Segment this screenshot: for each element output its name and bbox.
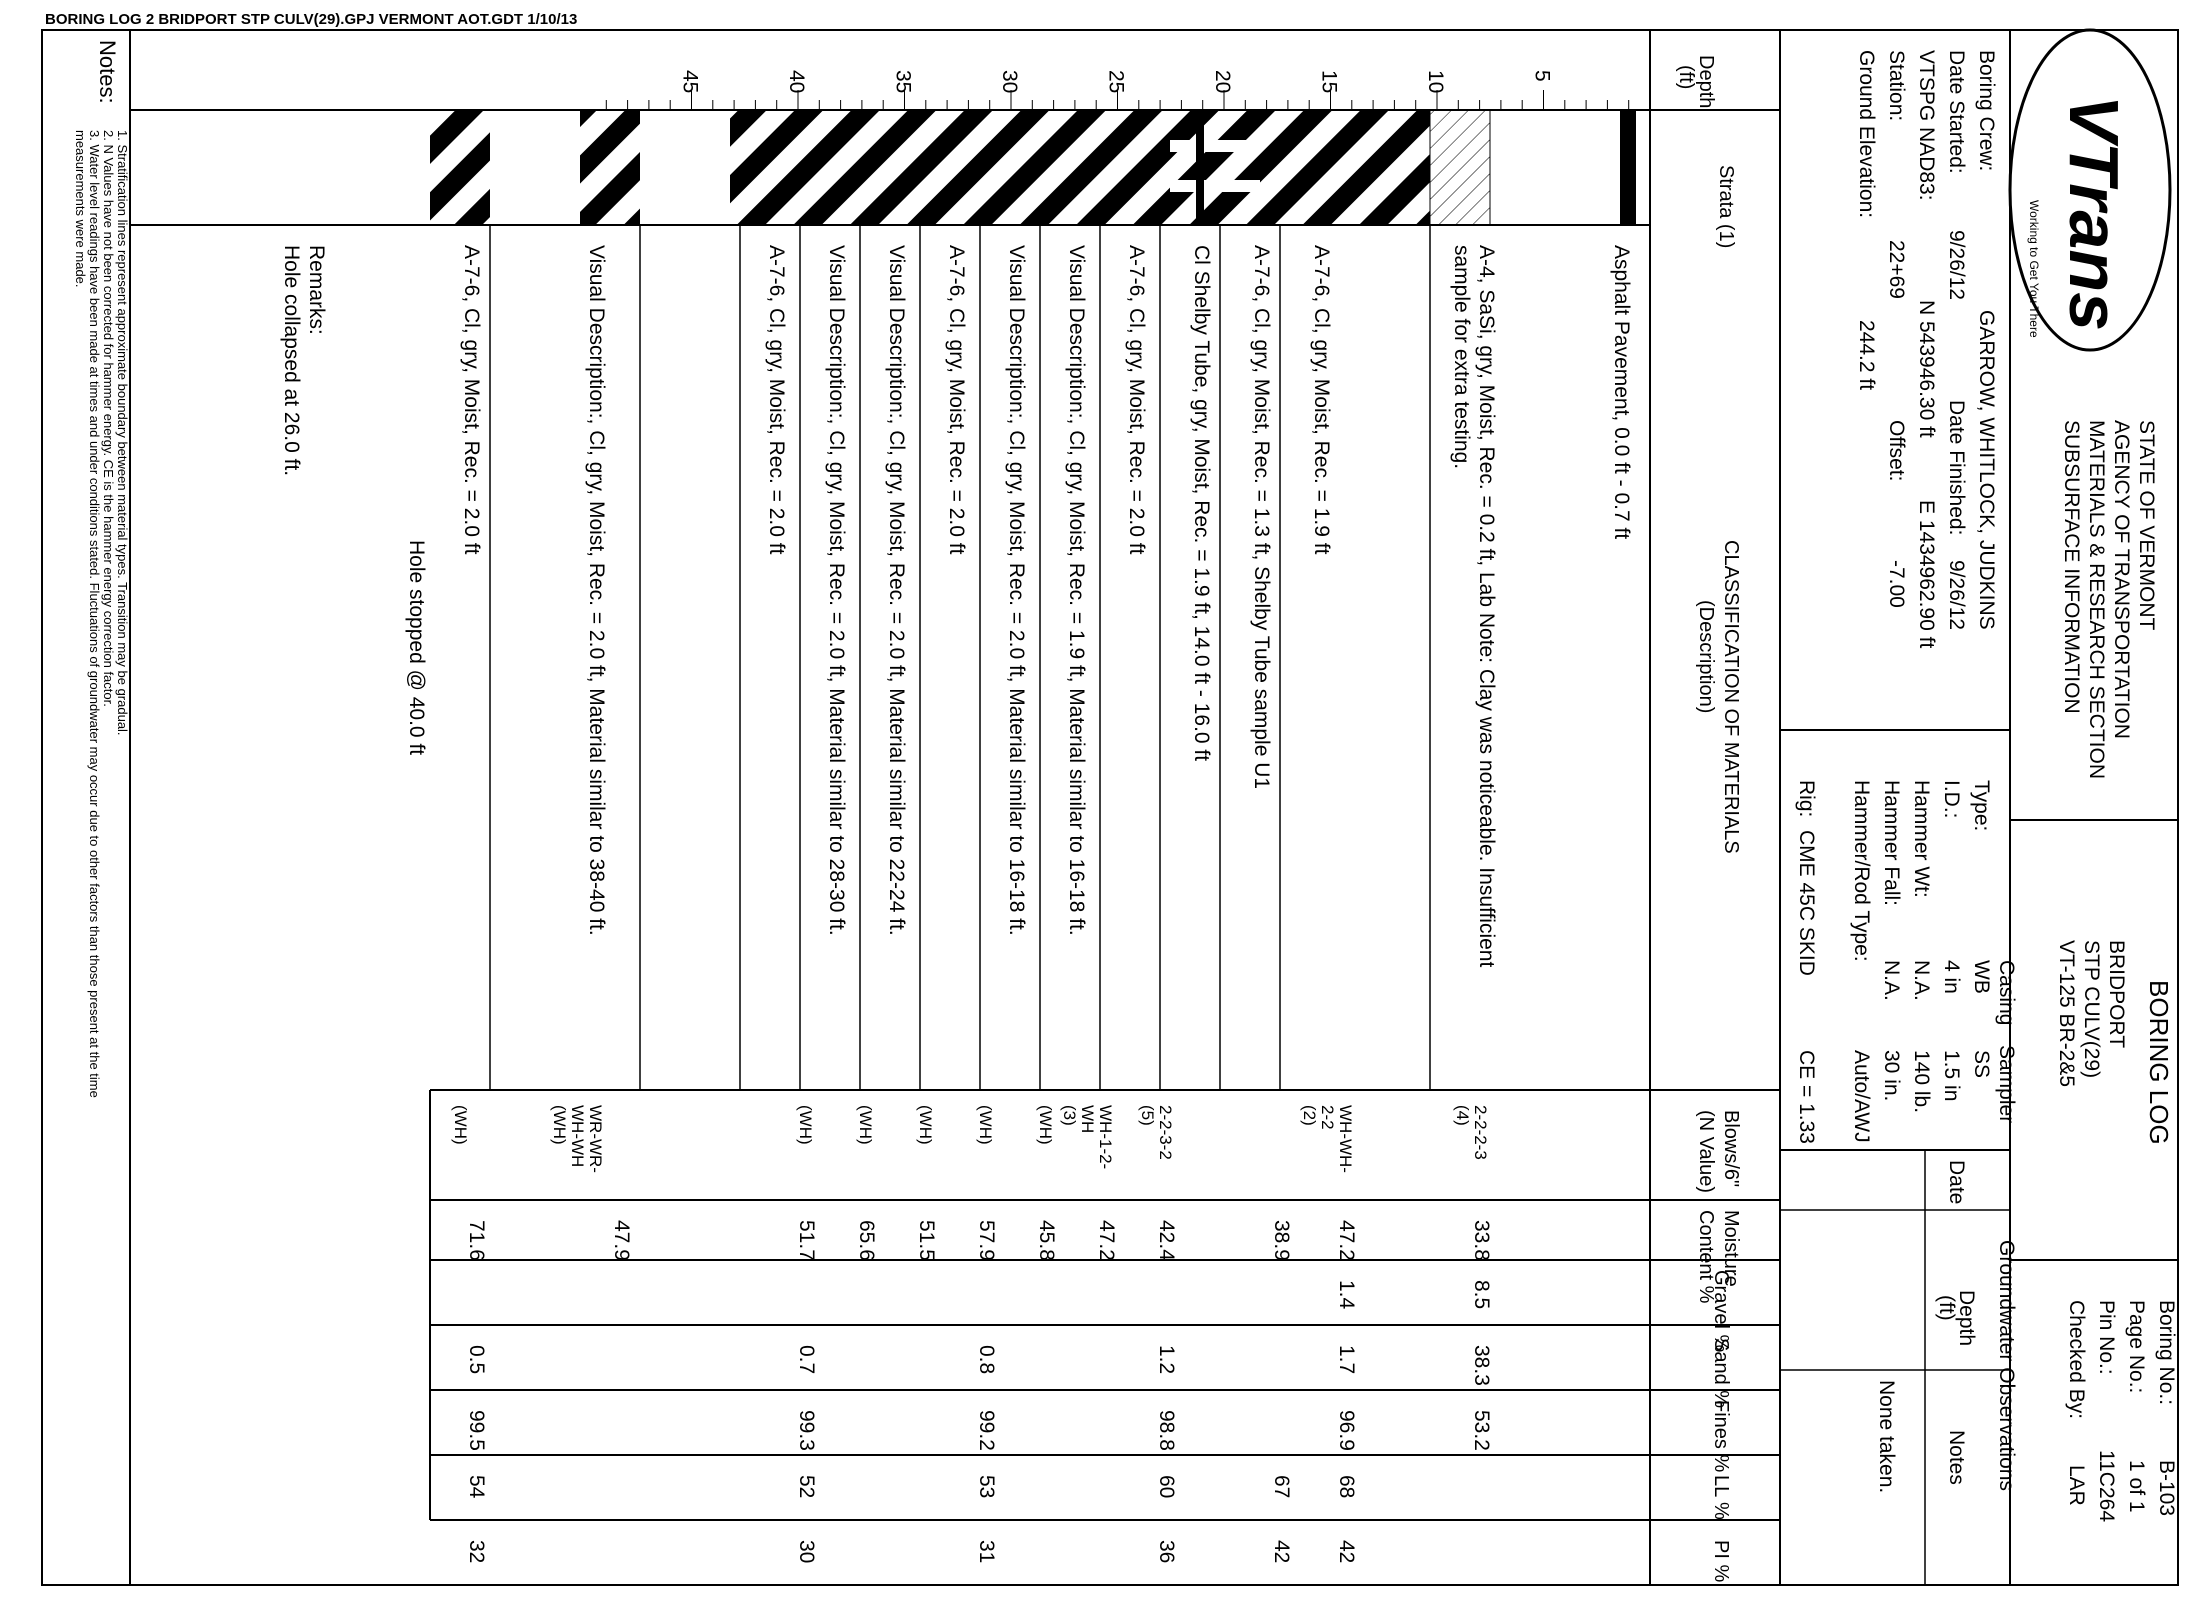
station: 22+69: [1885, 240, 1908, 299]
moisture-header: Moisture: [1720, 1210, 1742, 1287]
pi-header: PI %: [1710, 1540, 1732, 1583]
depth-header: Depth: [1695, 55, 1717, 109]
agency-line: SUBSURFACE INFORMATION: [2060, 420, 2083, 714]
remarks-label: Remarks:: [305, 245, 328, 335]
checked-by-label: Checked By:: [2065, 1300, 2088, 1420]
description-line: Cl Shelby Tube, gry, Moist, Rec. = 1.9 ft, 14.0 ft - 16.0 ft: [1190, 245, 1213, 762]
equipment-table: [1795, 780, 2018, 1144]
ll-value: 52: [795, 1475, 818, 1499]
strata-column: [430, 110, 1636, 225]
casing-label: Casing: [1995, 960, 2018, 1026]
blow-count: (3): [1060, 1105, 1079, 1126]
moisture-value: 47.2: [1095, 1220, 1118, 1261]
boring-crew-label: Boring Crew:: [1975, 50, 1998, 172]
gw-depth-label: Depth: [1955, 1290, 1978, 1347]
moisture-subheader: Content %: [1695, 1210, 1717, 1304]
casing-value: WB: [1970, 960, 1993, 994]
description-line: A-7-6, Cl, gry, Moist, Rec. = 1.3 ft, Shelby Tube sample U1: [1250, 245, 1273, 790]
project-line: VT-125 BR-2&5: [2055, 940, 2078, 1088]
depth-scale: [606, 70, 1650, 110]
ll-value: 54: [465, 1475, 488, 1499]
gw-note: None taken.: [1875, 1380, 1898, 1494]
moisture-value: 45.8: [1035, 1220, 1058, 1261]
note-line: 2. N Values have not been corrected for hammer energy. CE is the hammer energy correction factor.: [101, 130, 116, 707]
gw-notes-label: Notes: [1945, 1430, 1968, 1485]
project-info: [1855, 50, 1998, 648]
ll-header: LL %: [1710, 1475, 1732, 1520]
ll-value: 68: [1335, 1475, 1358, 1499]
depth-tick-label: 35: [891, 70, 915, 94]
blow-count: WH-WH-: [1336, 1105, 1355, 1173]
remarks-text: Hole collapsed at 26.0 ft.: [280, 245, 303, 477]
classification-subheader: (Description): [1695, 600, 1717, 714]
sampler-value: SS: [1970, 1050, 1993, 1079]
agency-line: STATE OF VERMONT: [2135, 420, 2158, 631]
pi-value: 32: [465, 1540, 488, 1564]
moisture-value: 71.6: [465, 1220, 488, 1261]
logo-tagline: Working to Get You There: [2027, 200, 2041, 338]
description-line: A-7-6, Cl, gry, Moist, Rec. = 2.0 ft: [1125, 245, 1148, 555]
depth-tick-label: 40: [785, 70, 808, 94]
casing-value: N.A.: [1880, 960, 1903, 1001]
pi-value: 30: [795, 1540, 818, 1564]
description-line: A-7-6, Cl, gry, Moist, Rec. = 2.0 ft: [765, 245, 788, 555]
date-finished: 9/26/12: [1945, 560, 1968, 631]
depth-tick-label: 20: [1211, 70, 1234, 94]
description-line: Visual Description:, Cl, gry, Moist, Rec. = 2.0 ft, Material similar to 16-18 ft.: [1005, 245, 1028, 936]
equipment-label: Hammer Wt:: [1910, 780, 1933, 898]
file-header: BORING LOG 2 BRIDPORT STP CULV(29).GPJ VERMONT AOT.GDT 1/10/13: [45, 11, 578, 28]
sand-value: 0.7: [795, 1345, 818, 1375]
blow-count: 2-2-3-2: [1156, 1105, 1175, 1160]
description-line: sample for extra testing.: [1450, 245, 1473, 470]
pin-no: 11C264: [2095, 1450, 2118, 1523]
offset-label: Offset:: [1885, 420, 1908, 482]
description-line: Visual Description:, Cl, gry, Moist, Rec. = 2.0 ft, Material similar to 28-30 ft.: [825, 245, 848, 936]
description-line: A-7-6, Cl, gry, Moist, Rec. = 1.9 ft: [1310, 245, 1333, 555]
sand-value: 0.5: [465, 1345, 488, 1375]
sampler-value: 140 lb.: [1910, 1050, 1933, 1114]
boring-no: B-103: [2155, 1460, 2178, 1517]
boring-crew: GARROW, WHITLOCK, JUDKINS: [1975, 310, 1998, 630]
lab-values: [451, 1105, 1493, 1563]
blow-count: 2-2-2-3: [1471, 1105, 1490, 1160]
moisture-value: 65.6: [855, 1220, 878, 1261]
depth-tick-label: 25: [1104, 70, 1128, 94]
gravel-header: Gravel %: [1710, 1270, 1732, 1353]
note-line: measurements were made.: [73, 130, 88, 288]
blow-count: 2-2: [1318, 1105, 1337, 1130]
notes-list: [73, 130, 130, 1098]
blow-count: (WH): [550, 1105, 569, 1145]
depth-tick-label: 30: [998, 70, 1021, 94]
moisture-value: 42.4: [1155, 1220, 1178, 1261]
station-label: Station:: [1885, 50, 1908, 122]
vtspg-label: VTSPG NAD83:: [1915, 50, 1938, 201]
blow-count: WH-1-2-: [1096, 1105, 1115, 1170]
depth-tick-label: 10: [1424, 70, 1447, 94]
pi-value: 36: [1155, 1540, 1178, 1564]
description-line: Visual Description:, Cl, gry, Moist, Rec. = 2.0 ft, Material similar to 22-24 ft.: [885, 245, 908, 936]
gravel-value: 8.5: [1470, 1280, 1493, 1310]
note-line: 1. Stratification lines represent approximate boundary between material types. Transition may be gradual.: [115, 130, 130, 736]
casing-value: N.A.: [1910, 960, 1933, 1001]
pi-value: 42: [1270, 1540, 1293, 1564]
sampler-value: 30 in.: [1880, 1050, 1903, 1102]
sampler-label: Sampler: [1995, 1045, 2018, 1124]
blows-subheader: (N Value): [1695, 1110, 1717, 1193]
depth-unit: (ft): [1675, 65, 1697, 90]
blow-count: (WH): [796, 1105, 815, 1145]
checked-by: LAR: [2065, 1465, 2088, 1506]
strata-header: Strata (1): [1715, 165, 1737, 249]
fines-value: 99.5: [465, 1410, 488, 1451]
ll-value: 60: [1155, 1475, 1178, 1499]
depth-tick-label: 45: [678, 70, 702, 94]
sand-header: Sand %: [1710, 1338, 1732, 1409]
notes-label: Notes:: [95, 40, 120, 104]
hole-stopped: Hole stopped @ 40.0 ft: [405, 540, 428, 756]
description-line: Asphalt Pavement, 0.0 ft - 0.7 ft: [1610, 245, 1633, 540]
moisture-value: 57.9: [975, 1220, 998, 1261]
blow-count: (WH): [1036, 1105, 1055, 1145]
equipment-label: Hammer Fall:: [1880, 780, 1903, 907]
offset: -7.00: [1885, 560, 1908, 608]
blows-header: Blows/6": [1720, 1110, 1742, 1188]
gw-date-label: Date: [1945, 1160, 1968, 1205]
blow-count: (WH): [856, 1105, 875, 1145]
pin-no-label: Pin No.:: [2095, 1300, 2118, 1375]
ll-value: 53: [975, 1475, 998, 1499]
fines-value: 96.9: [1335, 1410, 1358, 1451]
date-started: 9/26/12: [1945, 230, 1968, 301]
log-title: BORING LOG: [2144, 980, 2174, 1145]
equipment-label: I.D.:: [1940, 780, 1963, 819]
material-descriptions: [460, 225, 1633, 1090]
groundwater-title: Groundwater Observations: [1995, 1240, 2018, 1491]
blow-count: WR-WR-: [586, 1105, 605, 1173]
description-line: A-4, SaSi, gry, Moist, Rec. = 0.2 ft, Lab Note: Clay was noticeable. Insufficient: [1475, 245, 1498, 968]
equipment-label: Hammer/Rod Type:: [1850, 780, 1873, 962]
northing: N 543946.30 ft: [1915, 300, 1938, 438]
ground-elev-label: Ground Elevation:: [1855, 50, 1878, 219]
gw-depth-unit: (ft): [1935, 1295, 1958, 1321]
boring-no-label: Boring No.:: [2155, 1300, 2178, 1406]
project-line: BRIDPORT: [2105, 940, 2128, 1049]
equipment-label: Type:: [1970, 780, 1993, 832]
moisture-value: 51.5: [915, 1220, 938, 1261]
moisture-value: 33.8: [1470, 1220, 1493, 1261]
column-headers: [1675, 55, 1742, 1582]
sand-value: 1.2: [1155, 1345, 1178, 1375]
ce-value: CE = 1.33: [1795, 1050, 1818, 1144]
fines-value: 99.3: [795, 1410, 818, 1451]
fines-value: 99.2: [975, 1410, 998, 1451]
fines-header: Fines %: [1710, 1400, 1732, 1473]
easting: E 1434962.90 ft: [1915, 500, 1938, 649]
blow-count: WH-WH: [568, 1105, 587, 1168]
pi-value: 42: [1335, 1540, 1358, 1564]
rig-label: Rig:: [1795, 780, 1818, 818]
blow-count: (WH): [451, 1105, 470, 1145]
sand-value: 0.8: [975, 1345, 998, 1375]
description-line: Visual Description:, Cl, gry, Moist, Rec. = 1.9 ft, Material similar to 16-18 ft.: [1065, 245, 1088, 936]
logo-text: VTrans: [2055, 95, 2133, 332]
description-line: Visual Description:, Cl, gry, Moist, Rec. = 2.0 ft, Material similar to 38-40 ft.: [585, 245, 608, 936]
ll-value: 67: [1270, 1475, 1293, 1499]
title-block: [2010, 30, 2178, 1522]
moisture-value: 47.2: [1335, 1220, 1358, 1261]
ground-elev: 244.2 ft: [1855, 320, 1878, 391]
agency-line: MATERIALS & RESEARCH SECTION: [2085, 420, 2108, 780]
classification-header: CLASSIFICATION OF MATERIALS: [1720, 540, 1742, 854]
note-line: 3. Water level readings have been made at times and under conditions stated. Fluctuations of groundwater may occur due to other factors than those present at the time: [87, 130, 102, 1098]
blow-count: (WH): [916, 1105, 935, 1145]
description-line: A-7-6, Cl, gry, Moist, Rec. = 2.0 ft: [945, 245, 968, 555]
blow-count: (5): [1138, 1105, 1157, 1126]
moisture-value: 47.9: [610, 1220, 633, 1261]
depth-tick-label: 5: [1530, 70, 1554, 82]
date-finished-label: Date Finished:: [1945, 400, 1968, 536]
sand-value: 1.7: [1335, 1345, 1358, 1375]
blow-count: WH: [1078, 1105, 1097, 1134]
blow-count: (4): [1453, 1105, 1472, 1126]
description-line: A-7-6, Cl, gry, Moist, Rec. = 2.0 ft: [460, 245, 483, 555]
sampler-value: Auto/AWJ: [1850, 1050, 1873, 1143]
sampler-value: 1.5 in: [1940, 1050, 1963, 1102]
date-started-label: Date Started:: [1945, 50, 1968, 174]
depth-tick-label: 15: [1317, 70, 1341, 94]
project-line: STP CULV(29): [2080, 940, 2103, 1079]
gravel-value: 1.4: [1335, 1280, 1358, 1310]
page-no-label: Page No.:: [2125, 1300, 2148, 1394]
pi-value: 31: [975, 1540, 998, 1564]
sand-value: 38.3: [1470, 1345, 1493, 1386]
fines-value: 53.2: [1470, 1410, 1493, 1451]
casing-value: 4 in: [1940, 960, 1963, 994]
page-no: 1 of 1: [2125, 1460, 2148, 1513]
blow-count: (2): [1300, 1105, 1319, 1126]
rig: CME 45C SKID: [1795, 830, 1818, 976]
moisture-value: 38.9: [1270, 1220, 1293, 1261]
fines-value: 98.8: [1155, 1410, 1178, 1451]
blow-count: (WH): [976, 1105, 995, 1145]
moisture-value: 51.7: [795, 1220, 818, 1261]
agency-line: AGENCY OF TRANSPORTATION: [2110, 420, 2133, 739]
